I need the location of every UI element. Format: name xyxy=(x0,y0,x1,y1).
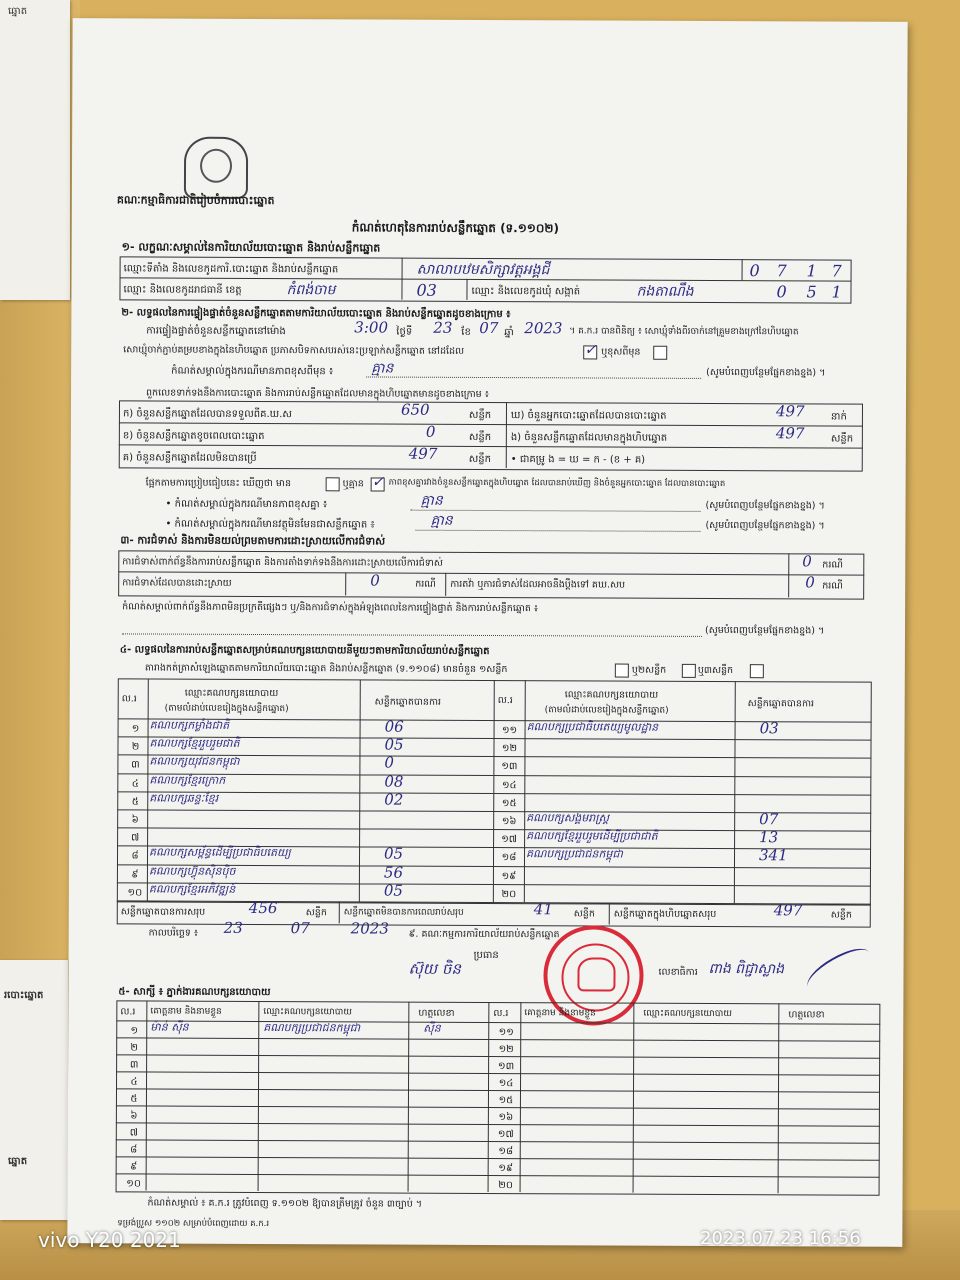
result-row-number: ៧ xyxy=(130,832,140,844)
section2-heading: ២- លទ្ធផលនៃការផ្ទៀងផ្ទាត់ចំនួនសន្លឹកឆ្នោតតាមការិយាល័យបោះឆ្នោត និងរាប់សន្លឹកឆ្នោតដូចខាងក្រោម ៖ xyxy=(121,307,511,321)
witness-row-number: ១២ xyxy=(498,1044,514,1056)
witness-row-number: ១៤ xyxy=(498,1078,514,1090)
changed-checkbox[interactable] xyxy=(653,346,667,360)
no-difference-checkbox[interactable]: ✓ xyxy=(371,472,385,491)
result-votes: 05 xyxy=(383,881,404,900)
witness-row-number: ១១ xyxy=(498,1027,514,1039)
witness-row-number: ៨ xyxy=(130,1144,138,1156)
result-row-number: ១ xyxy=(131,723,140,735)
secretary-signature: ពាង ពិជ្ជាស្លាង xyxy=(708,960,785,978)
province-label: ឈ្មោះ និងលេខកូដរាជធានី ខេត្ត xyxy=(123,284,242,296)
difference-note: គ្មាន xyxy=(371,360,394,377)
section5-heading: ៥- សាក្សី ៖ ភ្នាក់ងារគណបក្សនយោបាយ xyxy=(118,986,271,999)
result-party-name: គណបក្សខ្មែររួបរួមជាតិ xyxy=(149,736,240,751)
camera-watermark-datetime: 2023.07.23 16:56 xyxy=(700,1228,861,1249)
one-sheet-checkbox[interactable] xyxy=(615,664,629,678)
result-row-number: ១៩ xyxy=(501,870,517,882)
section1-heading: ១- លក្ខណៈសម្គាល់នៃការិយាល័យបោះឆ្នោត និងរាប់សន្លឹកឆ្នោត xyxy=(121,240,381,255)
ballots-in-box: 497 xyxy=(775,424,805,443)
committee-name: គណៈកម្មាធិការជាតិរៀបចំការបោះឆ្នោត xyxy=(116,193,275,208)
spoiled-ballots: 0 xyxy=(425,422,436,441)
difference-remark: គ្មាន xyxy=(420,492,443,509)
complaints-count: 0 xyxy=(802,552,812,571)
witness-row-number: ២ xyxy=(130,1042,138,1054)
witness-row-number: ១៣ xyxy=(498,1061,515,1073)
witness-signature: ស៊ីន xyxy=(423,1021,441,1035)
location-label: ឈ្មោះទីតាំង និងលេខកូដការិ.បោះឆ្នោត និងរាប់សន្លឹកឆ្នោត xyxy=(123,263,339,276)
date-month: 07 xyxy=(290,919,310,938)
province-code: 03 xyxy=(416,280,437,300)
witness-name: ម៉ាន់ ស៊ីន xyxy=(150,1020,189,1034)
three-sheets-checkbox[interactable] xyxy=(750,664,764,678)
scrap-text-mid: របោះឆ្នោត xyxy=(4,990,44,1001)
result-votes: 06 xyxy=(384,717,404,736)
province-value: កំពង់ចាម xyxy=(286,282,336,299)
witness-row-number: ១០ xyxy=(126,1178,141,1190)
witness-row-number: ៤ xyxy=(130,1076,138,1088)
result-party-name: គណបក្សយុវជនកម្ពុជា xyxy=(149,754,240,769)
location-value: សាលាបឋមសិក្សាវត្តអង្គជី xyxy=(416,261,550,279)
result-row-number: ២០ xyxy=(501,888,517,900)
scrap-text-bottom: ឆ្នោត xyxy=(8,1156,28,1167)
result-votes: 02 xyxy=(384,790,404,809)
result-row-number: ១៤ xyxy=(501,779,517,791)
result-row-number: ៣ xyxy=(131,759,140,771)
result-party-name: គណបក្សសង្គមរាស្ត្រ xyxy=(526,811,610,825)
result-votes: 05 xyxy=(384,735,404,754)
scrap-text-top: ឆ្នោត xyxy=(8,6,28,17)
result-party-name: គណបក្សខ្មែរក្រោក xyxy=(149,773,226,787)
election-form-paper: គណៈកម្មាធិការជាតិរៀបចំការបោះឆ្នោត កំណត់ហេតុនៃការរាប់សន្លឹកឆ្នោត (ទ.១១០២) ១- លក្ខណៈសម្គាល់នៃការិយាល័យបោះឆ្នោត និងរាប់សន្លឹកឆ្នោត ឈ្មោះទីតាំង និងលេខកូដការិ.បោះឆ្នោត និងរាប់សន្លឹកឆ្នោត សាលាបឋមសិក្សាវត្តអង្គជី 0 7 1 7 ឈ្មោះ និងលេខកូដរាជធានី ខេត្ត កំពង់ចាម 03 ឈ្មោះ និងលេខកូដឃុំ សង្កាត់ កងតាណឹង 0 5 1 ២- លទ្ធផលនៃការផ្ទៀងផ្ទាត់ចំនួនសន្លឹកឆ្នោតតាមការិយាល័យបោះឆ្នោត និងរាប់សន្លឹកឆ្នោតដូចខាងក្រោម ៖ ការផ្ទៀងផ្ទាត់ចំនួនសន្លឹកឆ្នោតនៅម៉ោង 3:00 ថ្ងៃទី 23 ខែ 07 ឆ្នាំ 2023 ។ គ.ក.រ បានពិនិត្យ ៖ សោឃ្មុំទាំងពីរចាក់នៅគ្រួមខាងក្រៅនៃហិបឆ្នោត សោឃ្មុំចាក់ភ្ជាប់គម្របខាងក្នុងនៃហិបឆ្នោត ប្រភាសបិទកាសបរស់នេះប្រឡាក់សន្លឹកឆ្នោត នៅដដែល ✓ ឬខុសពីមុន កំណត់សម្គាល់ក្នុងករណីមានភាពខុសពីមុន ៖ គ្មាន (សូមបំពេញបន្ថែមផ្នែកខាងខ្នង) ។ ពួកលេខទាក់ទងនឹងការបោះឆ្នោត និងការរាប់សន្លឹកឆ្នោតដែលមានក្នុងហិបឆ្នោតមានដូចខាងក្រោម ៖ ក) ចំនួនសន្លឹកឆ្នោតដែលបានទទួលពីគ.ឃ.ស 650 សន្លឹក ខ) ចំនួនសន្លឹកឆ្នោតខូចពេលបោះឆ្នោត 0 សន្លឹក គ) ចំនួនសន្លឹកឆ្នោតដែលមិនបានប្រើ 497 សន្លឹក ឃ) ចំនួនអ្នកបោះឆ្នោតដែលបានបោះឆ្នោត 497 នាក់ ង) ចំនួនសន្លឹកឆ្នោតដែលមានក្នុងហិបឆ្នោត 497 សន្លឹក • ជាគម្រូ ង = ឃ = ក - (ខ + គ) ផ្អែកតាមការប្រៀបធៀបនេះ ឃើញថា មាន ឬគ្មាន ✓ ភាពខុសគ្នារវាងចំនួនសន្លឹកឆ្នោតក្នុងហិបឆ្នោត ដែលបានរាប់ឃើញ និងចំនួនអ្នកបោះឆ្នោត ដែលបានបោះឆ្នោត • កំណត់សម្គាល់ក្នុងករណីមានភាពខុសគ្នា ៖ គ្មាន (សូមបំពេញបន្ថែមផ្នែកខាងខ្នង) ។ • កំណត់សម្គាល់ក្នុងករណីមានវត្ថុមិនមែនជាសន្លឹកឆ្នោត ៖ គ្មាន (សូមបំពេញបន្ថែមផ្នែកខាងខ្នង) ។ ៣- ការជំទាស់ និងការមិនយល់ព្រមតាមការដោះស្រាយលើការជំទាស់ ការជំទាស់ពាក់ព័ន្ធនឹងការរាប់សន្លឹកឆ្នោត និងការតាំងទាក់ទងនឹងការដោះស្រាយលើការជំទាស់ 0 ករណី ការជំទាស់ដែលបានដោះស្រាយ 0 ករណី ការតវ៉ា ឬការជំទាស់ដែលអាចនឹងប្ដឹងទៅ គឃ.សប 0 ករណី កំណត់សម្គាល់ពាក់ព័ន្ធនឹងភាពមិនប្រក្រតីផ្សេងៗ ឬ/និងការជំទាស់ក្នុងអំឡុងពេលនៃការផ្ទៀងផ្ទាត់ និងការរាប់សន្លឹកឆ្នោត ៖ (សូមបំពេញបន្ថែមផ្នែកខាងខ្នង) ។ ៤- លទ្ធផលនៃការរាប់សន្លឹកឆ្នោតសម្រាប់គណបក្សនយោបាយនីមួយៗតាមការិយាល័យរាប់សន្លឹកឆ្នោត តារាងកត់ត្រាសំឡេងឆ្នោតតាមការិយាល័យបោះឆ្នោត និងរាប់សន្លឹកឆ្នោត (ទ.១១០៨) មានចំនួន ១សន្លឹក ឬ២សន្លឹក ឬ៣សន្លឹក ល.រ ឈ្មោះគណបក្សនយោបាយ (តាមលំដាប់លេខរៀងក្នុងសន្លឹកឆ្នោត) សន្លឹកឆ្នោតបានការ ល.រ ឈ្មោះគណបក្សនយោបាយ (តាមលំដាប់លេខរៀងក្នុងសន្លឹកឆ្នោត) សន្លឹកឆ្នោតបានការ ១ គណបក្សកម្លាំងជាតិ 06 ២ គណបក្សខ្មែររួបរួមជាតិ 05 ៣ គណបក្សយុវជនកម្ពុជា 0 ៤ គណបក្សខ្មែរក្រោក 08 ៥ គណបក្សឆន្ទៈខ្មែរ 02 ៦ ៧ ៨ គណបក្សសម្ព័ន្ធដើម្បីប្រជាធិបតេយ្យ 05 ៩ គណបក្សហ៊្វុនស៊ិនប៉ិច 56 ១០ គណបក្សខ្មែរអភិវឌ្ឍន៍ 05 ១១ គណបក្សប្រជាធិបតេយ្យមូលដ្ឋាន 03 ១២ ១៣ ១៤ ១៥ ១៦ គណបក្សសង្គមរាស្ត្រ 07 ១៧ គណបក្សខ្មែររួបរួមដើម្បីប្រជាជាតិ 13 ១៨ គណបក្សប្រជាជនកម្ពុជា 341 ១៩ ២០ សន្លឹកឆ្នោតបានការសរុប 456 សន្លឹក សន្លឹកឆ្នោតមិនបានការពេលរាប់សរុប 41 សន្លឹក សន្លឹកឆ្នោតក្នុងហិបឆ្នោតសរុប 497 សន្លឹក កាលបរិច្ឆេទ ៖ 23 07 2023 ៩. គណៈកម្មការការិយាល័យរាប់សន្លឹកឆ្នោត ប្រធាន ស៊ុយ ចិន លេខាធិការ ពាង ពិជ្ជាស្លាង ៥- សាក្សី ៖ ភ្នាក់ងារគណបក្សនយោបាយ ល.រ គោត្តនាម និងនាមខ្លួន ឈ្មោះគណបក្សនយោបាយ ហត្ថលេខា ល.រ គោត្តនាម និងនាមខ្លួន ឈ្មោះគណបក្សនយោបាយ ហត្ថលេខា ១ ម៉ាន់ ស៊ីន គណបក្សប្រជាជនកម្ពុជា ស៊ីន ២ ៣ ៤ ៥ ៦ ៧ ៨ ៩ ១០ ១១ ១២ ១៣ ១៤ ១៥ ១៦ ១៧ ១៨ ១៩ ២០ កំណត់សម្គាល់ ៖ គ.ក.រ ត្រូវបំពេញ ទ.១១០២ ឱ្យបានត្រឹមត្រូវ ចំនួន ៣ច្បាប់ ។ ទម្រង់ប្រួស ១១០២ សម្រាប់បំពេញដោយ គ.ក.រ xyxy=(67,18,907,1247)
commune-value: កងតាណឹង xyxy=(636,283,694,300)
verify-day: 23 xyxy=(433,318,453,337)
result-votes: 03 xyxy=(759,719,779,738)
result-party-name: គណបក្សខ្មែរអភិវឌ្ឍន៍ xyxy=(148,882,236,896)
result-row-number: ១៨ xyxy=(501,852,517,864)
witness-row-number: ៦ xyxy=(130,1110,138,1122)
result-party-name: គណបក្សសម្ព័ន្ធដើម្បីប្រជាធិបតេយ្យ xyxy=(149,845,291,860)
commune-label: ឈ្មោះ និងលេខកូដឃុំ សង្កាត់ xyxy=(471,285,581,298)
witness-row-number: ៥ xyxy=(130,1093,138,1105)
result-row-number: ១៧ xyxy=(501,834,518,846)
foreign-object-remark: គ្មាន xyxy=(430,512,453,529)
date-year: 2023 xyxy=(350,919,389,938)
result-row-number: ១៦ xyxy=(501,816,517,828)
section4-heading: ៤- លទ្ធផលនៃការរាប់សន្លឹកឆ្នោតសម្រាប់គណបក្សនយោបាយនីមួយៗតាមការិយាល័យរាប់សន្លឹកឆ្នោត xyxy=(119,644,490,658)
appealed-complaints: 0 xyxy=(805,573,815,592)
result-row-number: ៤ xyxy=(131,778,139,790)
result-row-number: ៦ xyxy=(131,814,139,826)
result-row-number: ៩ xyxy=(131,869,139,881)
result-row-number: ៥ xyxy=(131,796,139,808)
result-votes: 07 xyxy=(759,810,779,829)
total-invalid-votes: 41 xyxy=(533,900,553,919)
witness-row-number: ២០ xyxy=(498,1180,513,1192)
voters-count: 497 xyxy=(775,402,805,421)
left-paper-scrap-top xyxy=(0,0,70,300)
witness-row-number: ១៨ xyxy=(498,1146,514,1158)
verify-time: 3:00 xyxy=(354,318,389,337)
witness-row-number: ៣ xyxy=(129,1059,139,1071)
location-code: 0 xyxy=(749,261,774,281)
commune-code: 0 xyxy=(776,282,787,302)
total-box-votes: 497 xyxy=(773,901,803,920)
witness-row-number: ១៥ xyxy=(498,1095,514,1107)
result-row-number: ១៣ xyxy=(501,761,518,773)
chief-signature: ស៊ុយ ចិន xyxy=(408,959,461,978)
result-votes: 13 xyxy=(759,828,779,847)
footer-note: កំណត់សម្គាល់ ៖ គ.ក.រ ត្រូវបំពេញ ទ.១១០២ ឱ្យបានត្រឹមត្រូវ ចំនួន ៣ច្បាប់ ។ xyxy=(147,1197,423,1210)
witness-row-number: ៧ xyxy=(129,1127,138,1139)
unchanged-checkbox[interactable]: ✓ xyxy=(584,340,597,359)
resolved-complaints: 0 xyxy=(370,571,380,590)
section3-heading: ៣- ការជំទាស់ និងការមិនយល់ព្រមតាមការដោះស្រាយលើការជំទាស់ xyxy=(120,534,386,548)
result-row-number: ៨ xyxy=(131,850,139,862)
verify-year: 2023 xyxy=(524,319,563,338)
result-party-name: គណបក្សហ៊្វុនស៊ិនប៉ិច xyxy=(148,864,236,878)
result-party-name: គណបក្សប្រជាជនកម្ពុជា xyxy=(526,847,623,861)
total-valid-votes: 456 xyxy=(248,898,278,918)
result-party-name: គណបក្សខ្មែររួបរួមដើម្បីប្រជាជាតិ xyxy=(526,829,658,843)
result-row-number: ២ xyxy=(131,741,140,753)
result-row-number: ១២ xyxy=(501,743,518,755)
result-votes: 56 xyxy=(383,863,404,882)
result-votes: 05 xyxy=(383,844,404,864)
witness-row-number: ១៧ xyxy=(497,1129,514,1141)
witness-row-number: ៩ xyxy=(130,1161,138,1173)
result-party-name: គណបក្សកម្លាំងជាតិ xyxy=(149,718,230,732)
result-row-number: ១៥ xyxy=(501,797,517,809)
result-row-number: ១០ xyxy=(127,887,143,899)
witness-row-number: ១ xyxy=(130,1025,139,1037)
camera-watermark-device: vivo Y20 2021 xyxy=(38,1228,181,1252)
witness-party: គណបក្សប្រជាជនកម្ពុជា xyxy=(263,1021,361,1035)
result-party-name: គណបក្សប្រជាធិបតេយ្យមូលដ្ឋាន xyxy=(526,720,659,734)
secretary-signature-stroke xyxy=(802,941,876,998)
national-emblem-icon xyxy=(184,137,248,199)
result-votes: 0 xyxy=(384,753,395,772)
result-votes: 08 xyxy=(384,772,404,791)
unused-ballots: 497 xyxy=(408,444,438,463)
result-row-number: ១១ xyxy=(501,725,518,737)
result-party-name: គណបក្សឆន្ទៈខ្មែរ xyxy=(149,791,219,805)
form-title: កំណត់ហេតុនៃការរាប់សន្លឹកឆ្នោត (ទ.១១០២) xyxy=(351,220,560,236)
two-sheets-checkbox[interactable] xyxy=(682,664,696,678)
verify-month: 07 xyxy=(479,318,499,338)
received-ballots: 650 xyxy=(400,400,430,419)
witness-row-number: ១៩ xyxy=(498,1163,514,1175)
result-votes: 341 xyxy=(758,846,788,865)
date-day: 23 xyxy=(223,918,243,937)
witness-row-number: ១៦ xyxy=(498,1112,514,1124)
footer-note-2: ទម្រង់ប្រួស ១១០២ សម្រាប់បំពេញដោយ គ.ក.រ xyxy=(117,1218,270,1230)
left-paper-scrap-bottom xyxy=(0,960,68,1220)
has-difference-checkbox[interactable] xyxy=(326,477,340,491)
